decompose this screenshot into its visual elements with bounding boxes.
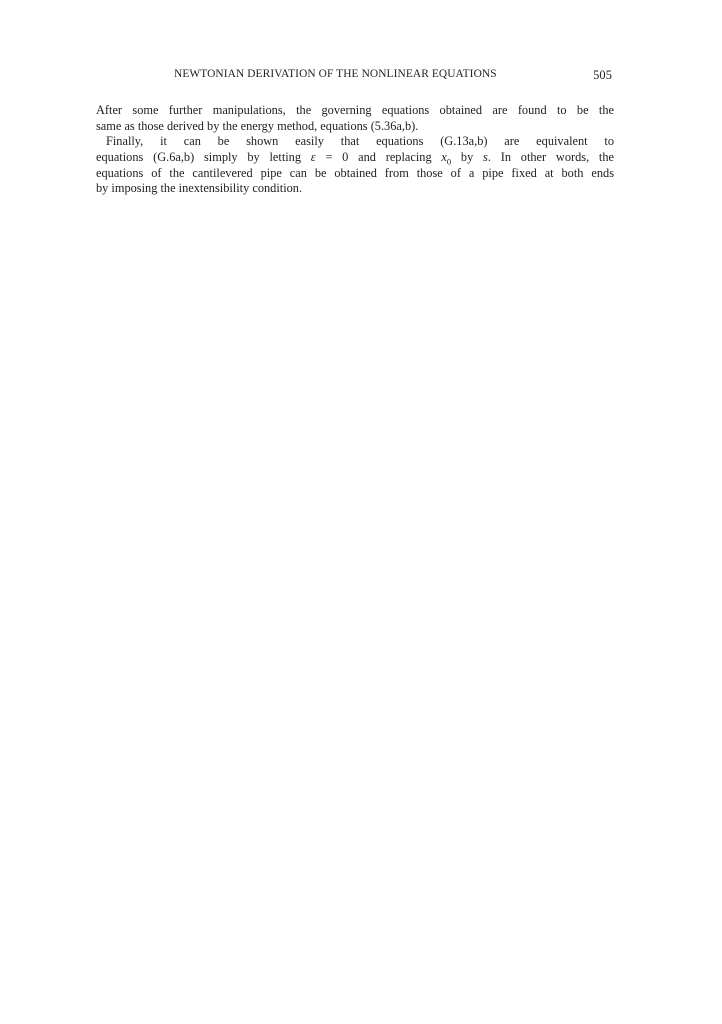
- text-fragment: = 0 and replacing: [315, 150, 442, 165]
- text-line: by imposing the inextensibility condition.: [96, 181, 303, 196]
- epsilon-symbol: ε: [310, 150, 316, 165]
- text-fragment: . In other words, the: [487, 150, 614, 165]
- body-text: [96, 103, 614, 197]
- s-symbol: s: [483, 150, 488, 165]
- text-line: After some further manipulations, the governing equations obtained are found to be the: [96, 103, 614, 117]
- x-symbol: x: [441, 150, 447, 165]
- page-number: 505: [593, 68, 612, 82]
- subscript-zero: 0: [446, 156, 452, 166]
- text-line: equations of the cantilevered pipe can be obtained from those of a pipe fixed at both ends: [96, 165, 614, 180]
- text-line-with-math: [96, 150, 614, 166]
- paragraph-2: [96, 134, 614, 197]
- text-line: same as those derived by the energy method, equations (5.36a,b).: [96, 118, 419, 133]
- text-line: Finally, it can be shown easily that equations (G.13a,b) are equivalent to: [106, 134, 614, 149]
- running-head: [96, 68, 614, 84]
- running-title: NEWTONIAN DERIVATION OF THE NONLINEAR EQUATIONS: [174, 68, 497, 80]
- text-fragment: equations (G.6a,b) simply by letting: [96, 150, 311, 165]
- text-fragment: by: [451, 150, 484, 165]
- paragraph-1: [96, 103, 614, 134]
